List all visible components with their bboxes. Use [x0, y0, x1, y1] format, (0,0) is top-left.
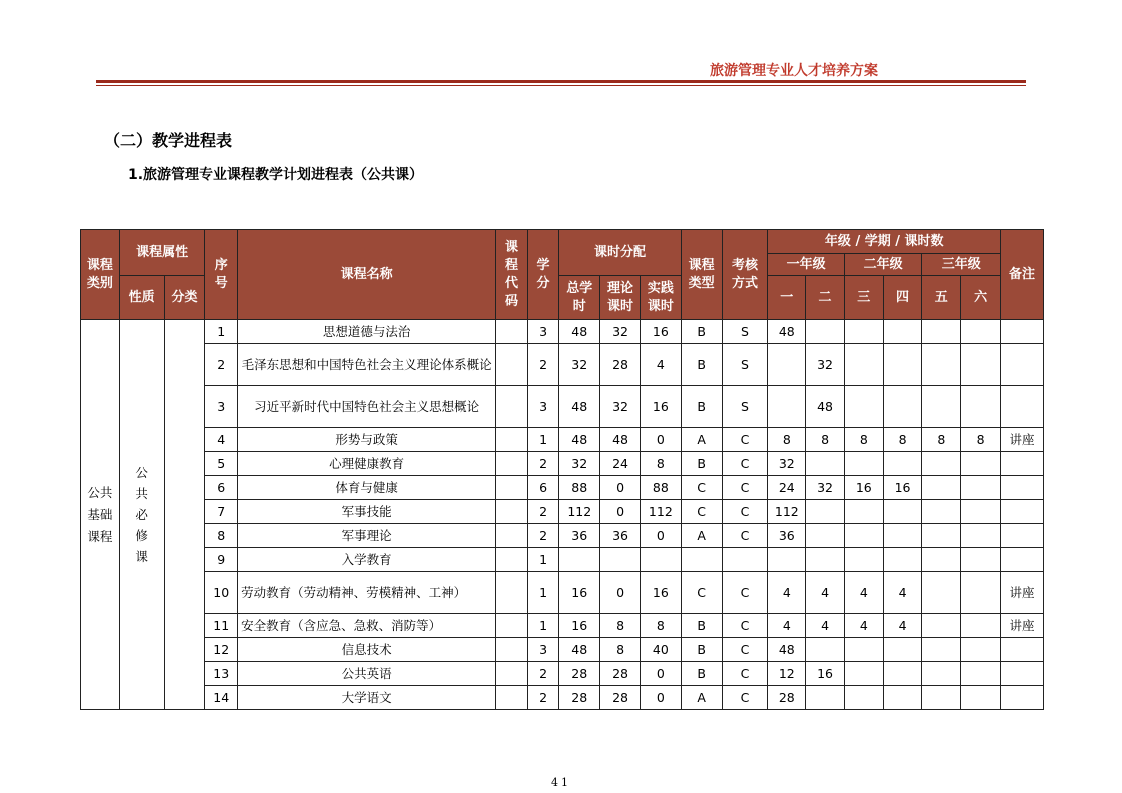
- seq-cell: 1: [205, 320, 238, 344]
- type-cell: C: [681, 572, 722, 614]
- note-cell: [1001, 476, 1044, 500]
- s4-cell: [883, 452, 922, 476]
- header-seq: 序号: [205, 230, 238, 320]
- practice-cell: 8: [640, 614, 681, 638]
- s1-cell: 8: [768, 428, 806, 452]
- code-cell: [496, 386, 528, 428]
- code-cell: [496, 572, 528, 614]
- header-year-1: 一年级: [768, 254, 844, 276]
- type-cell: B: [681, 320, 722, 344]
- type-cell: B: [681, 452, 722, 476]
- header-course-attribute: 课程属性: [119, 230, 205, 276]
- course-name-cell: 形势与政策: [238, 428, 496, 452]
- s1-cell: 4: [768, 614, 806, 638]
- s4-cell: [883, 344, 922, 386]
- credit-cell: 1: [527, 428, 559, 452]
- code-cell: [496, 320, 528, 344]
- s3-cell: 4: [844, 572, 883, 614]
- code-cell: [496, 428, 528, 452]
- exam-cell: C: [722, 524, 768, 548]
- s1-cell: 48: [768, 320, 806, 344]
- note-cell: [1001, 500, 1044, 524]
- table-row: [81, 476, 1044, 500]
- s2-cell: 16: [806, 662, 845, 686]
- practice-cell: 4: [640, 344, 681, 386]
- course-category-cell: 公共基础课程: [81, 320, 120, 710]
- header-semester-2: 二: [806, 276, 845, 320]
- s1-cell: 4: [768, 572, 806, 614]
- s5-cell: [922, 386, 961, 428]
- s3-cell: [844, 686, 883, 710]
- s2-cell: 4: [806, 572, 845, 614]
- header-semester-1: 一: [768, 276, 806, 320]
- s3-cell: 4: [844, 614, 883, 638]
- s5-cell: [922, 548, 961, 572]
- table-row: [81, 662, 1044, 686]
- s2-cell: [806, 638, 845, 662]
- s6-cell: [961, 638, 1001, 662]
- s5-cell: [922, 686, 961, 710]
- note-cell: 讲座: [1001, 572, 1044, 614]
- course-name-cell: 体育与健康: [238, 476, 496, 500]
- note-cell: [1001, 344, 1044, 386]
- total-cell: [559, 548, 600, 572]
- header-note: 备注: [1001, 230, 1044, 320]
- seq-cell: 3: [205, 386, 238, 428]
- header-semester-3: 三: [844, 276, 883, 320]
- theory-cell: 28: [600, 344, 641, 386]
- theory-cell: 36: [600, 524, 641, 548]
- seq-cell: 5: [205, 452, 238, 476]
- s1-cell: [768, 386, 806, 428]
- s4-cell: [883, 638, 922, 662]
- table-row: [81, 572, 1044, 614]
- practice-cell: 88: [640, 476, 681, 500]
- table-row: [81, 500, 1044, 524]
- table-row: [81, 320, 1044, 344]
- credit-cell: 1: [527, 572, 559, 614]
- credit-cell: 3: [527, 386, 559, 428]
- course-name-cell: 公共英语: [238, 662, 496, 686]
- header-course-name: 课程名称: [238, 230, 496, 320]
- header-semester-5: 五: [922, 276, 961, 320]
- s3-cell: [844, 500, 883, 524]
- practice-cell: 112: [640, 500, 681, 524]
- table-row: [81, 686, 1044, 710]
- header-rule-thin: [96, 85, 1026, 86]
- total-cell: 48: [559, 386, 600, 428]
- seq-cell: 7: [205, 500, 238, 524]
- s5-cell: [922, 344, 961, 386]
- total-cell: 32: [559, 344, 600, 386]
- course-name-cell: 毛泽东思想和中国特色社会主义理论体系概论: [238, 344, 496, 386]
- header-semester-4: 四: [883, 276, 922, 320]
- s4-cell: 8: [883, 428, 922, 452]
- credit-cell: 2: [527, 686, 559, 710]
- s1-cell: 112: [768, 500, 806, 524]
- s2-cell: [806, 686, 845, 710]
- s4-cell: [883, 500, 922, 524]
- s5-cell: [922, 572, 961, 614]
- code-cell: [496, 344, 528, 386]
- credit-cell: 2: [527, 452, 559, 476]
- course-name-cell: 入学教育: [238, 548, 496, 572]
- type-cell: [681, 548, 722, 572]
- code-cell: [496, 638, 528, 662]
- table-row: [81, 386, 1044, 428]
- seq-cell: 2: [205, 344, 238, 386]
- theory-cell: 24: [600, 452, 641, 476]
- course-name-cell: 信息技术: [238, 638, 496, 662]
- course-name-cell: 安全教育（含应急、急救、消防等）: [238, 614, 496, 638]
- total-cell: 48: [559, 428, 600, 452]
- total-cell: 32: [559, 452, 600, 476]
- header-course-type: 课程类型: [681, 230, 722, 320]
- s6-cell: [961, 386, 1001, 428]
- note-cell: 讲座: [1001, 428, 1044, 452]
- course-name-cell: 军事理论: [238, 524, 496, 548]
- credit-cell: 3: [527, 638, 559, 662]
- table-row: [81, 638, 1044, 662]
- total-cell: 88: [559, 476, 600, 500]
- s6-cell: [961, 320, 1001, 344]
- seq-cell: 8: [205, 524, 238, 548]
- header-year-2: 二年级: [844, 254, 922, 276]
- s4-cell: 4: [883, 572, 922, 614]
- s2-cell: 32: [806, 344, 845, 386]
- type-cell: A: [681, 524, 722, 548]
- s1-cell: 48: [768, 638, 806, 662]
- type-cell: C: [681, 500, 722, 524]
- s2-cell: [806, 500, 845, 524]
- practice-cell: 16: [640, 572, 681, 614]
- theory-cell: 0: [600, 500, 641, 524]
- s3-cell: [844, 452, 883, 476]
- s1-cell: 32: [768, 452, 806, 476]
- s3-cell: [844, 524, 883, 548]
- s5-cell: [922, 452, 961, 476]
- practice-cell: 0: [640, 662, 681, 686]
- header-rule-thick: [96, 80, 1026, 83]
- table-row: [81, 428, 1044, 452]
- seq-cell: 9: [205, 548, 238, 572]
- s4-cell: [883, 662, 922, 686]
- credit-cell: 6: [527, 476, 559, 500]
- header-course-category: 课程类别: [81, 230, 120, 320]
- note-cell: [1001, 386, 1044, 428]
- s6-cell: [961, 476, 1001, 500]
- course-name-cell: 习近平新时代中国特色社会主义思想概论: [238, 386, 496, 428]
- theory-cell: 8: [600, 638, 641, 662]
- type-cell: B: [681, 344, 722, 386]
- s5-cell: [922, 320, 961, 344]
- practice-cell: 16: [640, 320, 681, 344]
- header-attr-class: 分类: [164, 276, 205, 320]
- s3-cell: 16: [844, 476, 883, 500]
- s6-cell: [961, 452, 1001, 476]
- header-course-code: 课程代码: [496, 230, 528, 320]
- exam-cell: S: [722, 344, 768, 386]
- theory-cell: 28: [600, 686, 641, 710]
- total-cell: 112: [559, 500, 600, 524]
- s5-cell: [922, 524, 961, 548]
- total-cell: 36: [559, 524, 600, 548]
- s5-cell: [922, 500, 961, 524]
- type-cell: A: [681, 686, 722, 710]
- table-row: [81, 524, 1044, 548]
- exam-cell: S: [722, 320, 768, 344]
- exam-cell: C: [722, 428, 768, 452]
- code-cell: [496, 614, 528, 638]
- table-caption: 1.旅游管理专业课程教学计划进程表（公共课）: [128, 167, 424, 183]
- note-cell: 讲座: [1001, 614, 1044, 638]
- practice-cell: [640, 548, 681, 572]
- seq-cell: 10: [205, 572, 238, 614]
- header-year-3: 三年级: [922, 254, 1001, 276]
- s2-cell: [806, 320, 845, 344]
- exam-cell: C: [722, 638, 768, 662]
- header-hours-theory: 理论课时: [600, 276, 641, 320]
- course-attr-nature-cell: 公共必修课: [119, 320, 164, 710]
- s4-cell: 4: [883, 614, 922, 638]
- credit-cell: 1: [527, 548, 559, 572]
- header-hours-allocation: 课时分配: [559, 230, 681, 276]
- s6-cell: 8: [961, 428, 1001, 452]
- seq-cell: 14: [205, 686, 238, 710]
- seq-cell: 11: [205, 614, 238, 638]
- seq-cell: 6: [205, 476, 238, 500]
- practice-cell: 16: [640, 386, 681, 428]
- course-name-cell: 心理健康教育: [238, 452, 496, 476]
- note-cell: [1001, 548, 1044, 572]
- s6-cell: [961, 548, 1001, 572]
- course-name-cell: 思想道德与法治: [238, 320, 496, 344]
- table-row: [81, 548, 1044, 572]
- practice-cell: 8: [640, 452, 681, 476]
- s1-cell: 12: [768, 662, 806, 686]
- page-number: 41: [551, 776, 571, 789]
- s4-cell: [883, 548, 922, 572]
- code-cell: [496, 662, 528, 686]
- s2-cell: [806, 524, 845, 548]
- note-cell: [1001, 638, 1044, 662]
- header-exam-method: 考核方式: [722, 230, 768, 320]
- s4-cell: [883, 386, 922, 428]
- code-cell: [496, 452, 528, 476]
- total-cell: 16: [559, 614, 600, 638]
- s6-cell: [961, 662, 1001, 686]
- seq-cell: 4: [205, 428, 238, 452]
- practice-cell: 0: [640, 524, 681, 548]
- exam-cell: C: [722, 686, 768, 710]
- s3-cell: [844, 344, 883, 386]
- theory-cell: 0: [600, 572, 641, 614]
- s6-cell: [961, 572, 1001, 614]
- s5-cell: [922, 614, 961, 638]
- exam-cell: C: [722, 662, 768, 686]
- type-cell: B: [681, 386, 722, 428]
- s5-cell: [922, 662, 961, 686]
- type-cell: C: [681, 476, 722, 500]
- exam-cell: [722, 548, 768, 572]
- credit-cell: 2: [527, 500, 559, 524]
- type-cell: A: [681, 428, 722, 452]
- s4-cell: [883, 524, 922, 548]
- exam-cell: C: [722, 572, 768, 614]
- course-attr-class-cell: [164, 320, 205, 710]
- theory-cell: 32: [600, 320, 641, 344]
- note-cell: [1001, 320, 1044, 344]
- header-credit: 学分: [527, 230, 559, 320]
- code-cell: [496, 686, 528, 710]
- exam-cell: C: [722, 476, 768, 500]
- practice-cell: 0: [640, 686, 681, 710]
- exam-cell: S: [722, 386, 768, 428]
- code-cell: [496, 524, 528, 548]
- total-cell: 28: [559, 662, 600, 686]
- practice-cell: 40: [640, 638, 681, 662]
- s1-cell: 24: [768, 476, 806, 500]
- course-name-cell: 大学语文: [238, 686, 496, 710]
- table-row: [81, 452, 1044, 476]
- total-cell: 28: [559, 686, 600, 710]
- exam-cell: C: [722, 614, 768, 638]
- seq-cell: 13: [205, 662, 238, 686]
- s2-cell: 48: [806, 386, 845, 428]
- s4-cell: [883, 320, 922, 344]
- s1-cell: 28: [768, 686, 806, 710]
- s2-cell: 32: [806, 476, 845, 500]
- credit-cell: 2: [527, 344, 559, 386]
- code-cell: [496, 476, 528, 500]
- s5-cell: [922, 476, 961, 500]
- type-cell: B: [681, 614, 722, 638]
- s6-cell: [961, 524, 1001, 548]
- table-row: [81, 344, 1044, 386]
- total-cell: 48: [559, 320, 600, 344]
- exam-cell: C: [722, 500, 768, 524]
- s3-cell: [844, 662, 883, 686]
- credit-cell: 3: [527, 320, 559, 344]
- note-cell: [1001, 524, 1044, 548]
- header-grade-semester-hours: 年级 / 学期 / 课时数: [768, 230, 1001, 254]
- note-cell: [1001, 662, 1044, 686]
- section-title: （二）教学进程表: [104, 131, 233, 150]
- exam-cell: C: [722, 452, 768, 476]
- course-plan-table: [80, 229, 1044, 710]
- total-cell: 48: [559, 638, 600, 662]
- credit-cell: 2: [527, 662, 559, 686]
- s1-cell: [768, 344, 806, 386]
- s3-cell: [844, 548, 883, 572]
- type-cell: B: [681, 662, 722, 686]
- header-attr-nature: 性质: [119, 276, 164, 320]
- theory-cell: [600, 548, 641, 572]
- s6-cell: [961, 344, 1001, 386]
- credit-cell: 2: [527, 524, 559, 548]
- s3-cell: 8: [844, 428, 883, 452]
- theory-cell: 48: [600, 428, 641, 452]
- practice-cell: 0: [640, 428, 681, 452]
- code-cell: [496, 500, 528, 524]
- note-cell: [1001, 452, 1044, 476]
- s1-cell: 36: [768, 524, 806, 548]
- s3-cell: [844, 386, 883, 428]
- s5-cell: 8: [922, 428, 961, 452]
- header-semester-6: 六: [961, 276, 1001, 320]
- course-name-cell: 军事技能: [238, 500, 496, 524]
- s2-cell: 8: [806, 428, 845, 452]
- s2-cell: 4: [806, 614, 845, 638]
- theory-cell: 0: [600, 476, 641, 500]
- s2-cell: [806, 548, 845, 572]
- credit-cell: 1: [527, 614, 559, 638]
- seq-cell: 12: [205, 638, 238, 662]
- theory-cell: 32: [600, 386, 641, 428]
- note-cell: [1001, 686, 1044, 710]
- document-header-title: 旅游管理专业人才培养方案: [710, 63, 878, 79]
- s6-cell: [961, 500, 1001, 524]
- code-cell: [496, 548, 528, 572]
- theory-cell: 28: [600, 662, 641, 686]
- s1-cell: [768, 548, 806, 572]
- theory-cell: 8: [600, 614, 641, 638]
- total-cell: 16: [559, 572, 600, 614]
- s3-cell: [844, 638, 883, 662]
- s3-cell: [844, 320, 883, 344]
- header-hours-practice: 实践课时: [640, 276, 681, 320]
- s6-cell: [961, 614, 1001, 638]
- table-row: [81, 614, 1044, 638]
- s4-cell: 16: [883, 476, 922, 500]
- s4-cell: [883, 686, 922, 710]
- type-cell: B: [681, 638, 722, 662]
- s2-cell: [806, 452, 845, 476]
- s6-cell: [961, 686, 1001, 710]
- course-name-cell: 劳动教育（劳动精神、劳模精神、工神）: [238, 572, 496, 614]
- course-plan-body: [81, 320, 1044, 710]
- s5-cell: [922, 638, 961, 662]
- header-hours-total: 总学时: [559, 276, 600, 320]
